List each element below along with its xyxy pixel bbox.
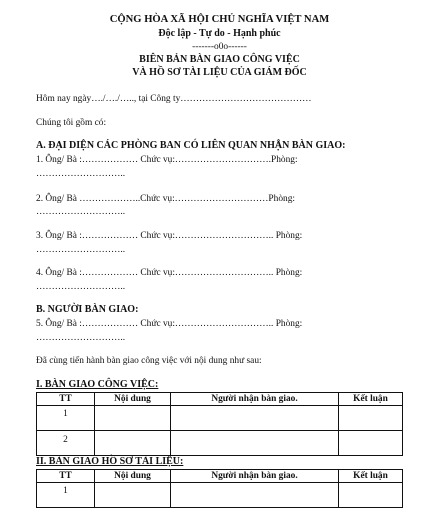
- table-row: [37, 431, 403, 456]
- section-b-entry-5: 5. Ông/ Bà :……………… Chức vụ:………………………….. Phòng:: [36, 319, 303, 329]
- column-header-recipient: Người nhận bàn giao.: [171, 393, 339, 406]
- table-cell-recipient: [171, 483, 339, 508]
- section-1-heading: I. BÀN GIAO CÔNG VIỆC:: [36, 379, 159, 390]
- table-cell-tt: 2: [37, 431, 95, 456]
- section-b-entry-5-continuation: ………………………..: [36, 333, 126, 343]
- section-a-entry-4: 4. Ông/ Bà :……………… Chức vụ:………………………….. Phòng:: [36, 268, 303, 278]
- column-header-content: Nội dung: [95, 393, 171, 406]
- column-header-recipient: Người nhận bàn giao.: [171, 470, 339, 483]
- section-a-entry-3: 3. Ông/ Bà :……………… Chức vụ:………………………….. Phòng:: [36, 231, 303, 241]
- country-name: CỘNG HÒA XÃ HỘI CHỦ NGHĨA VIỆT NAM: [109, 14, 330, 25]
- table-cell-conclusion: [339, 431, 403, 456]
- table-cell-conclusion: [339, 406, 403, 431]
- table-cell-tt: 1: [37, 406, 95, 431]
- section-a-entry-4-continuation: ………………………..: [36, 282, 126, 292]
- we-are-line: Chúng tôi gồm có:: [36, 118, 107, 128]
- documents-handover-table: [36, 469, 403, 508]
- section-b-heading: B. NGƯỜI BÀN GIAO:: [36, 304, 139, 315]
- table-row: [37, 483, 403, 508]
- section-a-entry-3-continuation: ………………………..: [36, 245, 126, 255]
- divider: -------o0o------: [192, 42, 247, 52]
- column-header-conclusion: Kết luận: [339, 470, 403, 483]
- table-cell-content: [95, 431, 171, 456]
- section-a-entry-1: 1. Ông/ Bà :……………… Chức vụ:………………………….Phòng:: [36, 155, 298, 165]
- work-handover-table: [36, 392, 403, 456]
- section-a-heading: A. ĐẠI DIỆN CÁC PHÒNG BAN CÓ LIÊN QUAN NHẬN BÀN GIAO:: [36, 140, 346, 151]
- column-header-tt: TT: [37, 470, 95, 483]
- column-header-content: Nội dung: [95, 470, 171, 483]
- table-cell-content: [95, 406, 171, 431]
- title-line-2: VÀ HỒ SƠ TÀI LIỆU CỦA GIÁM ĐỐC: [132, 67, 307, 78]
- table-cell-content: [95, 483, 171, 508]
- section-a-entry-2-continuation: ………………………..: [36, 207, 126, 217]
- column-header-conclusion: Kết luận: [339, 393, 403, 406]
- section-a-entry-2: 2. Ông/ Bà ………………..Chức vụ:…………………………Phòng:: [36, 194, 295, 204]
- motto: Độc lập - Tự do - Hạnh phúc: [158, 28, 281, 39]
- table-cell-recipient: [171, 406, 339, 431]
- table-header-row: [37, 470, 403, 483]
- section-2-heading: II. BÀN GIAO HỒ SƠ TÀI LIỆU:: [36, 456, 184, 467]
- table-cell-recipient: [171, 431, 339, 456]
- proceeded-line: Đã cùng tiến hành bàn giao công việc với nội dung như sau:: [36, 356, 262, 366]
- section-a-entry-1-continuation: ………………………..: [36, 169, 126, 179]
- column-header-tt: TT: [37, 393, 95, 406]
- title-line-1: BIÊN BẢN BÀN GIAO CÔNG VIỆC: [139, 54, 300, 65]
- table-header-row: [37, 393, 403, 406]
- table-row: [37, 406, 403, 431]
- date-line: Hôm nay ngày…./…./….., tại Công ty……………………………………: [36, 94, 312, 104]
- table-cell-tt: 1: [37, 483, 95, 508]
- table-cell-conclusion: [339, 483, 403, 508]
